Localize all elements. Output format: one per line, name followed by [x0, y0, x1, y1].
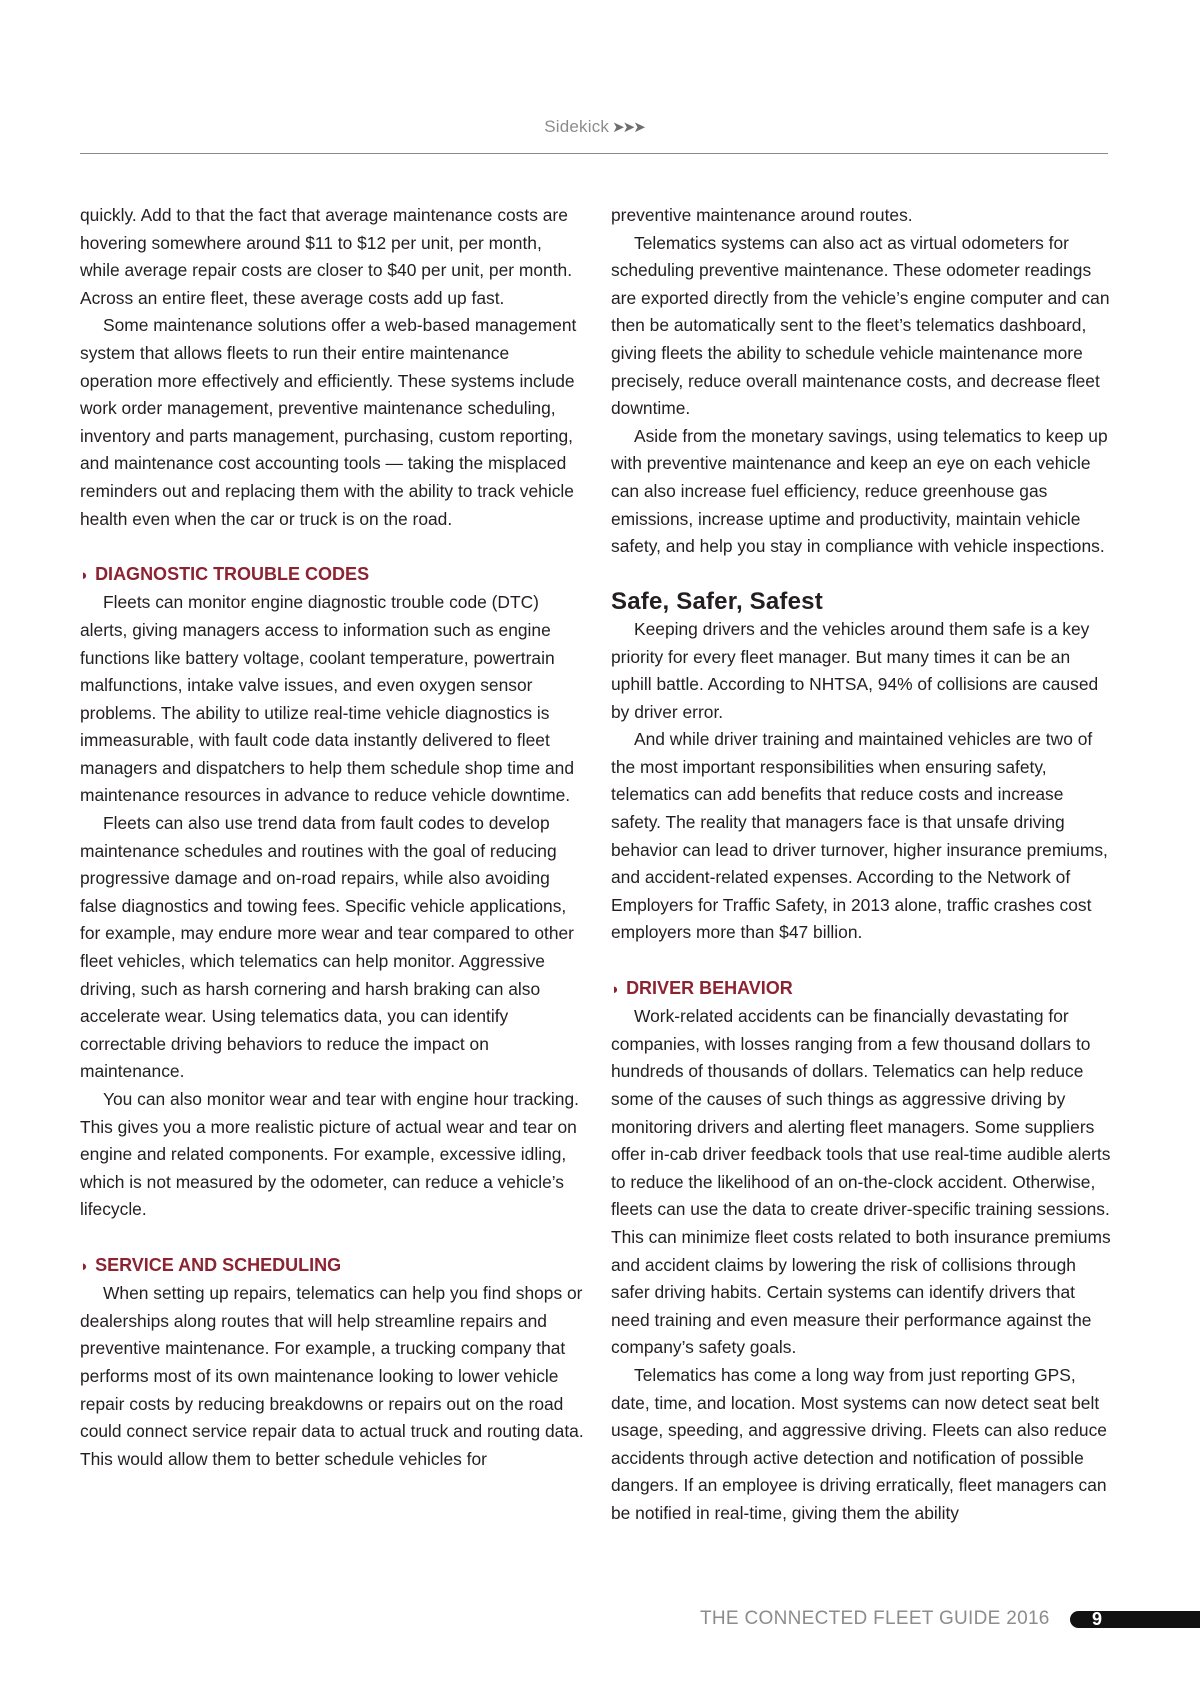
- paragraph: Some maintenance solutions offer a web-based management system that allows fleets to run their entire maintenance operation more effectively and efficiently. These systems include work order management, preventive maintenance scheduling, inventory and parts management, purchasing, custom reporting, and maintenance cost accounting tools — taking the misplaced reminders out and replacing them with the ability to track vehicle health even when the car or truck is on the road.: [80, 315, 577, 529]
- section-bullet-icon: ◗: [80, 566, 90, 584]
- paragraph: You can also monitor wear and tear with engine hour tracking. This gives you a more realistic picture of actual wear and tear on engine and related components. For example, excessive idling, which is not measured by the odometer, can reduce a vehicle’s lifecycle.: [80, 1089, 579, 1220]
- left-column: [80, 202, 586, 1473]
- section-heading-text: DIAGNOSTIC TROUBLE CODES: [95, 563, 370, 584]
- section-bullet-icon: ◗: [611, 980, 621, 998]
- right-column: [611, 202, 1111, 1528]
- paragraph: Work-related accidents can be financially devastating for companies, with losses ranging from a few thousand dollars to hundreds of thousands of dollars. Telematics can help reduce some of the causes of such things as aggressive driving by monitoring drivers and alerting fleet managers. Some suppliers offer in-cab driver feedback tools that use real-time audible alerts to reduce the likelihood of an on-the-clock accident. Otherwise, fleets can use the data to create driver-specific training sessions. This can minimize fleet costs related to both insurance premiums and accident claims by lowering the risk of collisions through safer driving habits. Certain systems can identify drivers that need training and even measure their performance against the company’s safety goals.: [611, 1006, 1111, 1358]
- section-heading-safe: Safe, Safer, Safest: [611, 588, 823, 616]
- paragraph: Keeping drivers and the vehicles around them safe is a key priority for every fleet manager. But many times it can be an uphill battle. According to NHTSA, 94% of collisions are caused by driver error.: [611, 618, 1099, 722]
- section-heading-service: [80, 1252, 586, 1281]
- page-number: 9: [1092, 1609, 1103, 1629]
- section-heading-text: DRIVER BEHAVIOR: [626, 977, 793, 998]
- paragraph: Fleets can monitor engine diagnostic trouble code (DTC) alerts, giving managers access to information such as engine functions like battery voltage, coolant temperature, powertrain malfunctions, intake valve issues, and even oxygen sensor problems. The ability to utilize real-time vehicle diagnostics is immeasurable, with fault code data instantly delivered to fleet managers and dispatchers to help them schedule shop time and maintenance resources in advance to reduce vehicle downtime.: [80, 592, 575, 806]
- header-arrows-icon: ➤➤➤: [612, 119, 644, 136]
- section-bullet-icon: ◗: [80, 1257, 90, 1275]
- running-footer: [700, 1608, 1200, 1630]
- header-title: Sidekick: [544, 117, 610, 136]
- paragraph: Telematics has come a long way from just reporting GPS, date, time, and location. Most systems can now detect seat belt usage, speeding, and aggressive driving. Fleets can also reduce accidents through active detection and notification of possible dangers. If an employee is driving erratically, fleet managers can be notified in real-time, giving them the ability: [611, 1364, 1107, 1523]
- paragraph: Aside from the monetary savings, using telematics to keep up with preventive maintenance and keep an eye on each vehicle can also increase fuel efficiency, reduce greenhouse gas emissions, increase uptime and productivity, maintain vehicle safety, and help you stay in compliance with vehicle inspections.: [611, 425, 1108, 557]
- section-heading-text: SERVICE AND SCHEDULING: [95, 1254, 342, 1275]
- paragraph: Fleets can also use trend data from fault codes to develop maintenance schedules and routines with the goal of reducing progressive damage and on-road repairs, while also avoiding false diagnostics and towing fees. Specific vehicle applications, for example, may endure more wear and tear compared to other fleet vehicles, which telematics can help monitor. Aggressive driving, such as harsh cornering and harsh braking can also accelerate wear. Using telematics data, you can identify correctable driving behaviors to reduce the impact on maintenance.: [80, 813, 574, 1082]
- section-heading-driver: [611, 975, 1111, 1004]
- paragraph: preventive maintenance around routes.: [611, 205, 913, 225]
- paragraph: And while driver training and maintained vehicles are two of the most important responsibilities when ensuring safety, telematics can add benefits that reduce costs and increase safety. The reality that managers face is that unsafe driving behavior can lead to driver turnover, higher insurance premiums, and accident-related expenses. According to the Network of Employers for Traffic Safety, in 2013 alone, traffic crashes cost employers more than $47 billion.: [611, 729, 1108, 943]
- section-heading-dtc: [80, 561, 586, 590]
- footer-title: THE CONNECTED FLEET GUIDE 2016: [700, 1608, 1050, 1629]
- paragraph: When setting up repairs, telematics can help you find shops or dealerships along routes that will help streamline repairs and preventive maintenance. For example, a trucking company that performs most of its own maintenance looking to lower vehicle repair costs by reducing breakdowns or repairs out on the road could connect service repair data to actual truck and routing data. This would allow them to better schedule vehicles for: [80, 1283, 584, 1469]
- paragraph: quickly. Add to that the fact that average maintenance costs are hovering somewhere around $11 to $12 per unit, per month, while average repair costs are closer to $40 per unit, per month. Across an entire fleet, these average costs add up fast.: [80, 205, 573, 308]
- page-number-bar: [1070, 1611, 1200, 1628]
- running-header: [80, 117, 1108, 154]
- paragraph: Telematics systems can also act as virtual odometers for scheduling preventive maintenance. These odometer readings are exported directly from the vehicle’s engine computer and can then be automatically sent to the fleet’s telematics dashboard, giving fleets the ability to schedule vehicle maintenance more precisely, reduce overall maintenance costs, and decrease fleet downtime.: [611, 232, 1110, 419]
